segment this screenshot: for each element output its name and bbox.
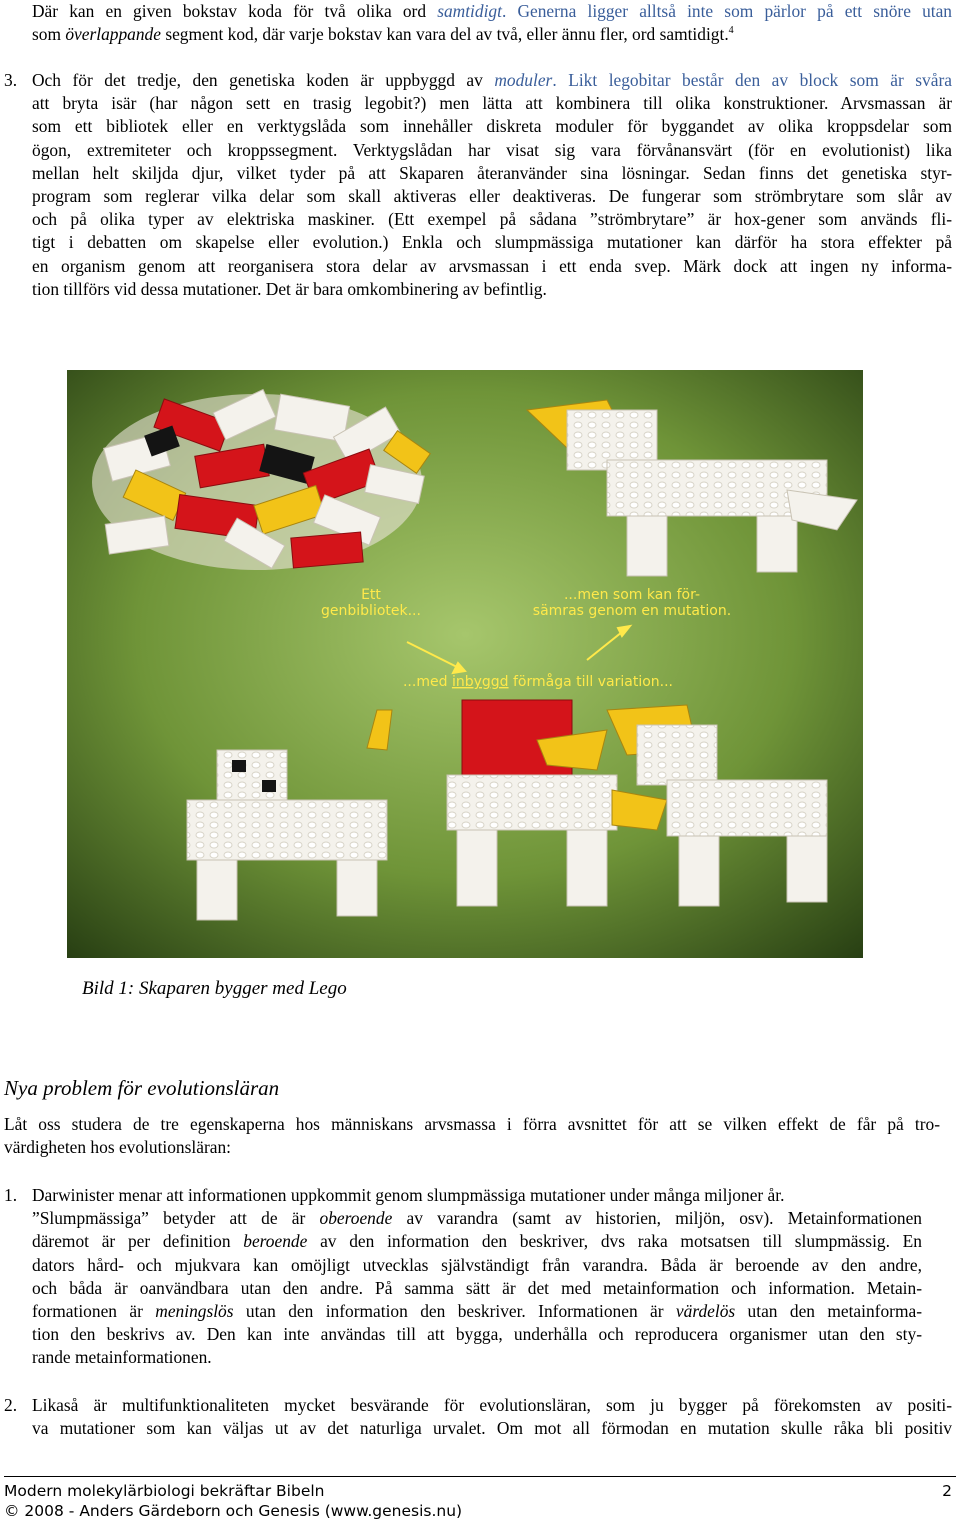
- paragraph-text: att bryta isär (har någon sett en trasig legobit?) men lätta att kombinera till olika konstruktioner. Arvsmassan är: [32, 93, 952, 114]
- list-number: 2.: [4, 1395, 18, 1415]
- label-library-2: genbibliotek...: [321, 603, 421, 619]
- intro-paragraph: [32, 0, 952, 46]
- section-heading: Nya problem för evolutionsläran: [4, 1076, 280, 1100]
- paragraph-text: . Likt legobitar består den av block som är svåra: [552, 70, 952, 90]
- label-variation: ...med inbyggd förmåga till variation...: [402, 674, 674, 690]
- label-mutation-2: sämras genom en mutation.: [532, 603, 732, 619]
- intro-text: som: [32, 24, 66, 45]
- paragraph-text: tion tillförs vid dessa mutationer. Det är bara omkombinering av befintlig.: [32, 278, 547, 299]
- lego-illustration: [67, 370, 863, 958]
- list-item-2: [32, 1394, 952, 1440]
- paragraph-text: en organism genom att reorganisera stora delar av arvsmassan i ett enda svep. Märk dock att ingen ny informa-: [32, 255, 952, 276]
- paragraph-text: Och för det tredje, den genetiska koden är uppbyggd av: [32, 70, 495, 90]
- paragraph-text: va mutationer som kan väljas ut av det naturliga urvalet. Om mot all förmodan en mutation skulle råka bli positiv: [32, 1418, 952, 1439]
- intro-text: . Generna ligger alltså inte som pärlor på ett snöre utan: [501, 1, 953, 21]
- paragraph-emphasis: oberoende: [319, 1208, 393, 1229]
- paragraph-text: tion den beskrivs av. Den kan inte användas till att bygga, underhålla och reproducera organismer utan den sty-: [32, 1324, 922, 1345]
- paragraph-text: värdigheten hos evolutionsläran:: [4, 1137, 231, 1158]
- list-item-1: [32, 1184, 922, 1370]
- paragraph-text: däremot är per definition: [32, 1231, 244, 1252]
- paragraph-text: Likaså är multifunktionaliteten mycket besvärande för evolutionsläran, som ju bygger på förekomsten av positi-: [32, 1395, 952, 1415]
- paragraph-text: Låt oss studera de tre egenskaperna hos människans arvsmassa i förra avsnittet för att se vilken effekt de får på tro-: [4, 1114, 940, 1134]
- list-item-3: [32, 69, 952, 301]
- paragraph-text: utan den metainforma-: [735, 1301, 922, 1322]
- lego-figure: [67, 370, 863, 958]
- paragraph-text: rande metainformationen.: [32, 1347, 212, 1368]
- figure-caption: Bild 1: Skaparen bygger med Lego: [82, 978, 347, 999]
- paragraph-text: formationen är: [32, 1301, 156, 1322]
- label-library-1: Ett: [361, 587, 381, 603]
- paragraph-text: som ett bibliotek eller en verktygslåda som innehåller diskreta moduler för byggandet av olika kroppsdelar som: [32, 116, 952, 137]
- list-number: 1.: [4, 1185, 18, 1205]
- label-mutation-1: ...men som kan för-: [563, 587, 701, 603]
- paragraph-emphasis: värdelös: [675, 1301, 736, 1322]
- paragraph-text: Darwinister menar att informationen uppkommit genom slumpmässiga mutationer under många miljoner år.: [32, 1185, 785, 1205]
- intro-emphasis: samtidigt: [437, 1, 502, 21]
- page-number: 2: [942, 1482, 952, 1500]
- paragraph-text: och på olika typer av elektriska maskiner. (Ett exempel på sådana ”strömbrytare” är hox-gener som används fli-: [32, 209, 952, 230]
- paragraph-emphasis: beroende: [243, 1231, 308, 1252]
- paragraph-text: mellan helt skiljda djur, vilket tyder på att Skaparen återanvänder sina lösningar. Sedan finns det genetiska styr-: [32, 162, 952, 183]
- paragraph-text: dators hård- och mjukvara kan omöjligt utvecklas självständigt från varandra. Båda är beroende av den andre,: [32, 1254, 922, 1275]
- paragraph-text: utan den information den beskriver. Informationen är: [233, 1301, 676, 1322]
- intro-new-section: [4, 1113, 940, 1159]
- paragraph-text: och båda är oanvändbara utan den andre. På samma sätt är det med metainformation och information. Metain-: [32, 1277, 922, 1298]
- footer-copyright: © 2008 - Anders Gärdeborn och Genesis (www.genesis.nu): [4, 1502, 463, 1520]
- paragraph-text: program som reglerar vilka delar som skall aktiveras eller deaktiveras. De fungerar som strömbrytare som slår av: [32, 186, 952, 207]
- paragraph-text: ögon, extremiteter och kroppssegment. Verktygslådan har visat sig vara förvånansvärt (för en evolutionist) lika: [32, 139, 952, 160]
- paragraph-emphasis: moduler: [494, 70, 553, 90]
- intro-emphasis: överlappande: [65, 24, 161, 45]
- paragraph-text: ”Slumpmässiga” betyder att de är: [32, 1208, 320, 1229]
- footer-divider: [4, 1476, 956, 1477]
- paragraph-emphasis: meningslös: [155, 1301, 234, 1322]
- paragraph-text: av varandra (samt av historien, miljön, osv). Metainformationen: [392, 1208, 922, 1229]
- footer-title: Modern molekylärbiologi bekräftar Bibeln: [4, 1482, 325, 1500]
- footnote-ref[interactable]: 4: [728, 25, 734, 37]
- paragraph-text: av den information den beskriver, dvs raka motsatsen till slumpmässig. En: [307, 1231, 922, 1252]
- intro-text: segment kod, där varje bokstav kan vara del av två, eller ännu fler, ord samtidigt.: [160, 24, 729, 45]
- intro-text: Där kan en given bokstav koda för två olika ord: [32, 1, 438, 21]
- list-number: 3.: [4, 70, 18, 90]
- paragraph-text: tigt i debatten om skapelse eller evolution.) Enkla och slumpmässiga mutationer kan därför ha stora effekter på: [32, 232, 952, 253]
